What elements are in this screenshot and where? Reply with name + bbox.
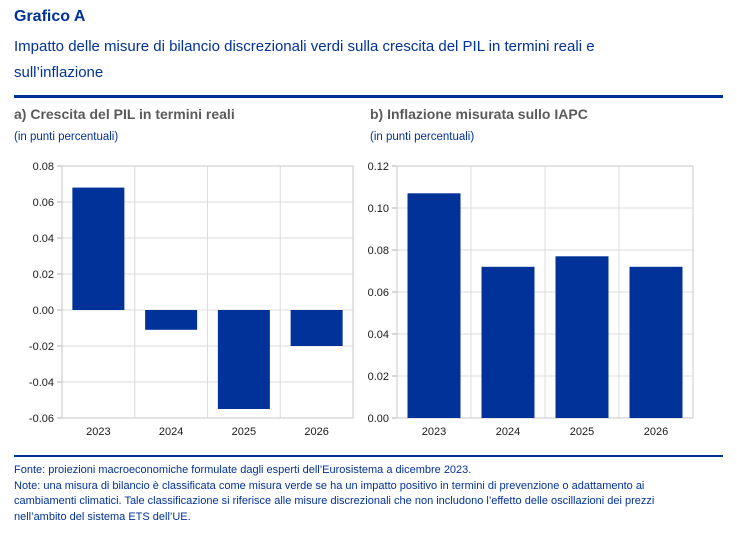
bar-2024 bbox=[482, 267, 535, 418]
panel-a-unit-label: (in punti percentuali) bbox=[14, 131, 119, 143]
y-axis-label: 0.12 bbox=[367, 161, 389, 173]
y-axis-label: 0.02 bbox=[32, 269, 54, 281]
panel-b-unit-label: (in punti percentuali) bbox=[370, 131, 475, 143]
x-axis-label: 2023 bbox=[86, 426, 111, 438]
bar-2026 bbox=[630, 267, 683, 418]
y-axis-label: 0.00 bbox=[32, 305, 54, 317]
y-axis-label: -0.04 bbox=[28, 377, 54, 389]
y-axis-label: 0.06 bbox=[32, 197, 54, 209]
bar-2025 bbox=[218, 310, 270, 409]
chart-a-gdp-growth bbox=[14, 155, 361, 447]
bar-2023 bbox=[72, 188, 124, 310]
chart-kicker: Grafico A bbox=[14, 8, 86, 25]
panel-a-plot bbox=[14, 155, 361, 442]
panel-a-title: a) Crescita del PIL in termini reali bbox=[14, 106, 235, 122]
chart-main-title: Impatto delle misure di bilancio discrezionali verdi sulla crescita del PIL in termini reali e sull’inflazione bbox=[14, 38, 595, 81]
footer-separator-rule bbox=[14, 455, 723, 457]
y-axis-label: -0.02 bbox=[28, 341, 54, 353]
x-axis-label: 2023 bbox=[421, 426, 447, 438]
panel-b-title: b) Inflazione misurata sullo IAPC bbox=[370, 106, 588, 122]
footer-note-line-1: Note: una misura di bilancio è classificata come misura verde se ha un impatto positivo in termini di prevenzione o adattamento ai bbox=[14, 479, 645, 492]
footer-source-line: Fonte: proiezioni macroeconomiche formulate dagli esperti dell’Eurosistema a dicembre 2023. bbox=[14, 464, 472, 476]
x-axis-label: 2026 bbox=[304, 426, 329, 438]
y-axis-label: 0.06 bbox=[367, 287, 389, 299]
x-axis-label: 2024 bbox=[158, 426, 184, 438]
footer-note-line-3: nell’ambito del sistema ETS dell’UE. bbox=[14, 510, 191, 523]
x-axis-label: 2025 bbox=[231, 426, 257, 438]
footer-note-line-2: cambiamenti climatici. Tale classificazione si riferisce alle misure discrezionali che non includono l’effetto delle oscillazioni dei prezzi bbox=[14, 495, 655, 507]
footer-notes bbox=[14, 463, 729, 525]
y-axis-label: 0.08 bbox=[32, 161, 54, 173]
chart-b-hicp-inflation bbox=[360, 155, 701, 447]
y-axis-label: 0.04 bbox=[367, 329, 389, 341]
y-axis-label: 0.00 bbox=[367, 413, 389, 425]
y-axis-label: 0.04 bbox=[32, 233, 54, 245]
title-separator-rule bbox=[14, 95, 723, 98]
y-axis-label: 0.02 bbox=[367, 371, 389, 383]
x-axis-label: 2026 bbox=[643, 426, 669, 438]
x-axis-label: 2025 bbox=[569, 426, 595, 438]
bar-2024 bbox=[145, 310, 197, 330]
bar-2025 bbox=[556, 256, 609, 418]
y-axis-label: -0.06 bbox=[28, 413, 54, 425]
y-axis-label: 0.10 bbox=[367, 203, 389, 215]
bar-2026 bbox=[291, 310, 343, 346]
x-axis-label: 2024 bbox=[495, 426, 521, 438]
panel-b-plot bbox=[360, 155, 701, 442]
y-axis-label: 0.08 bbox=[367, 245, 389, 257]
bar-2023 bbox=[408, 193, 461, 418]
